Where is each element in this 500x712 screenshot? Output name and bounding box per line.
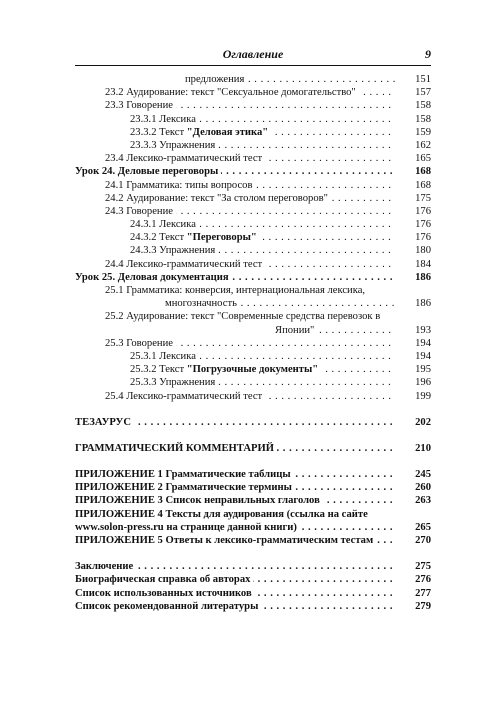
- running-header: [75, 45, 431, 63]
- toc-entry-continuation: Японии" . . . 193: [75, 324, 431, 337]
- toc-entry: 23.4 Лексико-грамматический тест . . . 165: [75, 152, 431, 165]
- toc-entry: 23.3.3 Упражнения . . . 162: [75, 139, 431, 152]
- toc-entry: 23.3.2 Текст "Деловая этика" . . . 159: [75, 126, 431, 139]
- toc-entry: 24.1 Грамматика: типы вопросов . . . 168: [75, 179, 431, 192]
- toc-entry: 24.2 Аудирование: текст "За столом переговоров" . . . 175: [75, 192, 431, 205]
- toc-final-section: Список использованных источников . . . 277: [75, 587, 431, 600]
- toc-entry-continuation: многозначность . . . 186: [75, 297, 431, 310]
- toc-final-section: Заключение . . . 275: [75, 560, 431, 573]
- toc-entry: 25.2 Аудирование: текст "Современные средства перевозок в: [75, 310, 431, 323]
- toc-entry: 24.3.2 Текст "Переговоры" . . . 176: [75, 231, 431, 244]
- toc-appendix: ПРИЛОЖЕНИЕ 1 Грамматические таблицы . . . 245: [75, 468, 431, 481]
- toc-lesson-heading: Урок 25. Деловая документация . . . 186: [75, 271, 431, 284]
- toc-appendix: ПРИЛОЖЕНИЕ 4 Тексты для аудирования (ссылка на сайте: [75, 508, 431, 521]
- toc-lesson-heading: Урок 24. Деловые переговоры . . . 168: [75, 165, 431, 178]
- toc-entry: предложения . . . 151: [75, 73, 431, 86]
- toc-appendix: ПРИЛОЖЕНИЕ 2 Грамматические термины . . . 260: [75, 481, 431, 494]
- toc-entry: 25.1 Грамматика: конверсия, интернациональная лексика,: [75, 284, 431, 297]
- table-of-contents: [75, 73, 431, 613]
- toc-entry: 25.3.1 Лексика . . . 194: [75, 350, 431, 363]
- toc-section-heading: ГРАММАТИЧЕСКИЙ КОММЕНТАРИЙ . . . 210: [75, 442, 431, 455]
- toc-entry: 23.3.1 Лексика . . . 158: [75, 113, 431, 126]
- toc-entry: 25.3.2 Текст "Погрузочные документы" . . . 195: [75, 363, 431, 376]
- toc-final-section: Список рекомендованной литературы . . . 279: [75, 600, 431, 613]
- toc-entry: 25.4 Лексико-грамматический тест . . . 199: [75, 390, 431, 403]
- toc-entry: 23.2 Аудирование: текст "Сексуальное домогательство" . . . 157: [75, 86, 431, 99]
- toc-entry: 24.3.1 Лексика . . . 176: [75, 218, 431, 231]
- toc-section-heading: ТЕЗАУРУС . . . 202: [75, 416, 431, 429]
- header-title: Оглавление: [222, 47, 284, 61]
- toc-entry: 24.3 Говорение . . . 176: [75, 205, 431, 218]
- toc-appendix: ПРИЛОЖЕНИЕ 3 Список неправильных глаголов . . . 263: [75, 494, 431, 507]
- header-page-number: 9: [425, 47, 431, 61]
- toc-final-section: Биографическая справка об авторах . . . 276: [75, 573, 431, 586]
- toc-entry: 24.3.3 Упражнения . . . 180: [75, 244, 431, 257]
- toc-entry: 24.4 Лексико-грамматический тест . . . 184: [75, 258, 431, 271]
- header-rule: [75, 65, 431, 66]
- toc-appendix-continuation: www.solon-press.ru на странице данной книги) . . . 265: [75, 521, 431, 534]
- toc-entry: 25.3.3 Упражнения . . . 196: [75, 376, 431, 389]
- toc-appendix: ПРИЛОЖЕНИЕ 5 Ответы к лексико-грамматическим тестам . . . 270: [75, 534, 431, 547]
- toc-entry: 23.3 Говорение . . . 158: [75, 99, 431, 112]
- toc-entry: 25.3 Говорение . . . 194: [75, 337, 431, 350]
